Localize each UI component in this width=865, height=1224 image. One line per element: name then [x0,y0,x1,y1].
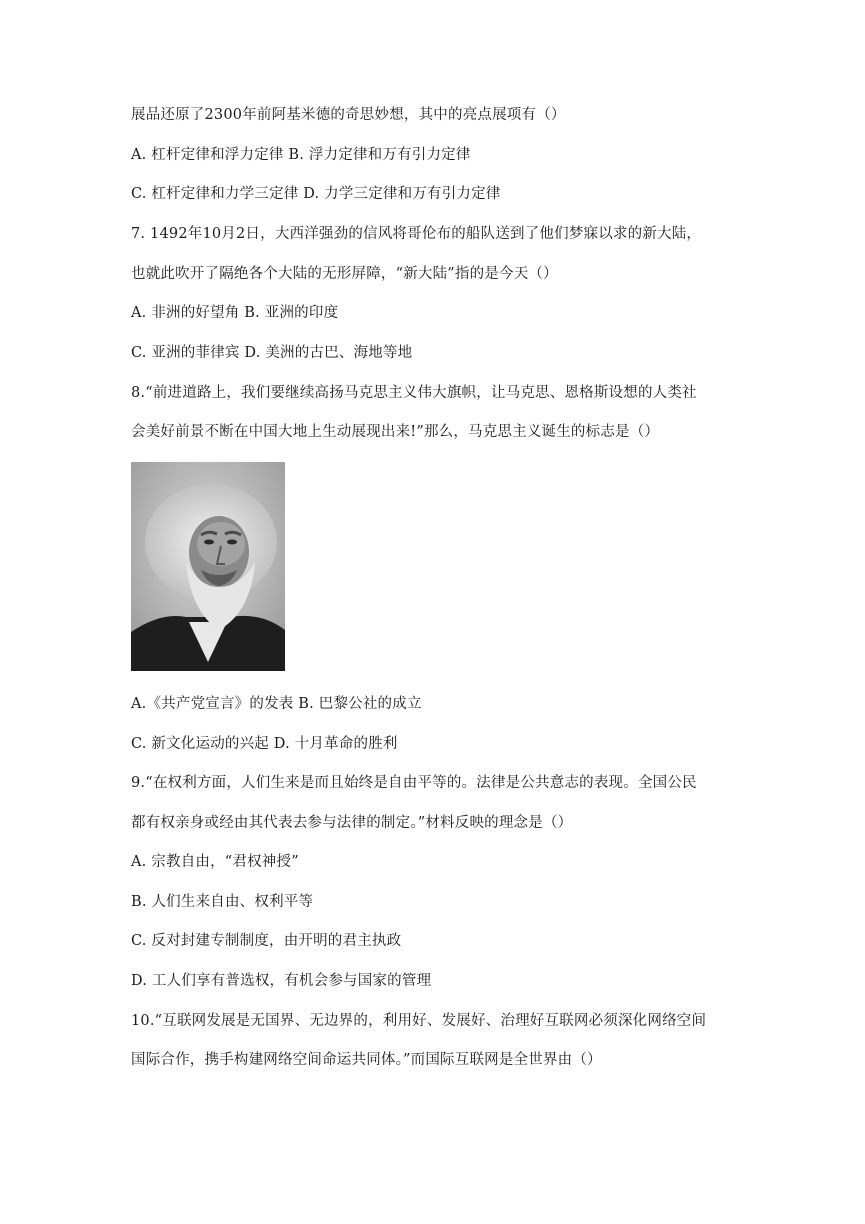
q6-options-cd: C. 杠杆定律和力学三定律 D. 力学三定律和万有引力定律 [131,186,501,202]
q6-options-ab: A. 杠杆定律和浮力定律 B. 浮力定律和万有引力定律 [131,147,471,163]
q9-stem-line2: 都有权亲身或经由其代表去参与法律的制定。”材料反映的理念是（） [131,815,573,831]
q8-stem-line1: 8.“前进道路上，我们要继续高扬马克思主义伟大旗帜，让马克思、恩格斯设想的人类社 [131,385,697,401]
q7-stem-line2: 也就此吹开了隔绝各个大陆的无形屏障，“新大陆”指的是今天（） [131,266,558,282]
q10-stem-line2: 国际合作，携手构建网络空间命运共同体。”而国际互联网是全世界由（） [131,1052,602,1068]
q8-options-ab: A.《共产党宣言》的发表 B. 巴黎公社的成立 [131,696,422,712]
q9-option-d: D. 工人们享有普选权，有机会参与国家的管理 [131,973,432,989]
q7-options-cd: C. 亚洲的菲律宾 D. 美洲的古巴、海地等地 [131,345,413,361]
q8-options-cd: C. 新文化运动的兴起 D. 十月革命的胜利 [131,736,398,752]
q10-stem-line1: 10.“互联网发展是无国界、无边界的，利用好、发展好、治理好互联网必须深化网络空间 [131,1013,707,1029]
text-line-q6-stem: 展品还原了2300年前阿基米德的奇思妙想，其中的亮点展项有（） [131,107,566,123]
q9-stem-line1: 9.“在权利方面，人们生来是而且始终是自由平等的。法律是公共意志的表现。全国公民 [131,775,697,791]
marx-portrait-image [131,462,285,671]
q7-options-ab: A. 非洲的好望角 B. 亚洲的印度 [131,305,339,321]
q9-option-c: C. 反对封建专制制度，由开明的君主执政 [131,933,402,949]
q7-stem-line1: 7. 1492年10月2日，大西洋强劲的信风将哥伦布的船队送到了他们梦寐以求的新大陆， [131,226,702,242]
q8-stem-line2: 会美好前景不断在中国大地上生动展现出来!”那么，马克思主义诞生的标志是（） [131,424,660,440]
q9-option-b: B. 人们生来自由、权利平等 [131,894,314,910]
q9-option-a: A. 宗教自由，“君权神授” [131,854,299,870]
